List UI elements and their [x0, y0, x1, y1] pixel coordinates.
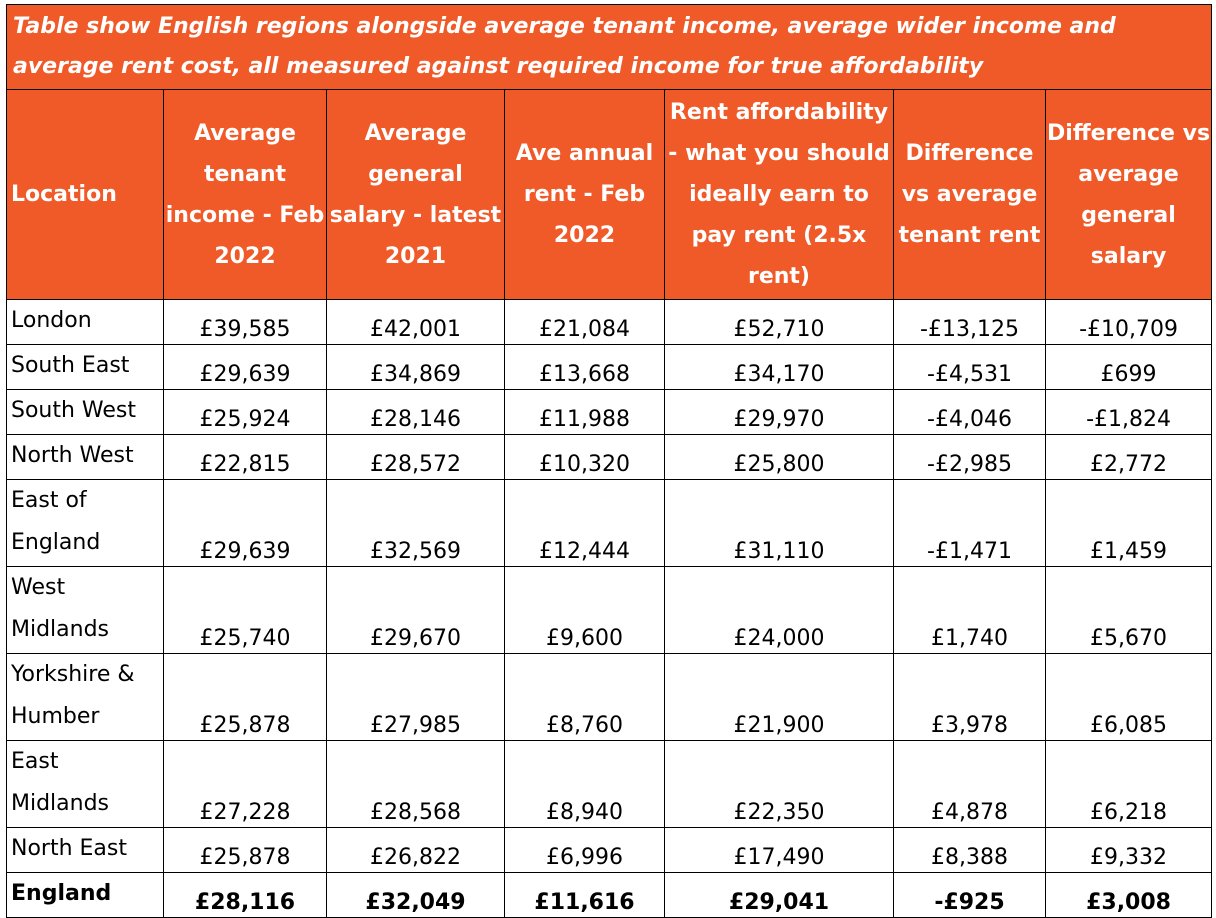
diff-salary-cell: £1,459 — [1046, 480, 1212, 567]
table-caption: Table show English regions alongside average tenant income, average wider income and average rent cost, all measured against required income for true affordability — [7, 5, 1212, 90]
tenant-income-cell: £28,116 — [164, 873, 327, 918]
diff-tenant-cell: -£4,531 — [894, 345, 1046, 390]
diff-salary-cell: -£10,709 — [1046, 300, 1212, 345]
table-row — [7, 435, 1212, 480]
diff-tenant-cell: £1,740 — [894, 567, 1046, 654]
location-cell: East Midlands — [7, 741, 164, 828]
table-row — [7, 345, 1212, 390]
annual-rent-cell: £21,084 — [505, 300, 665, 345]
affordability-cell: £29,041 — [665, 873, 894, 918]
annual-rent-cell: £12,444 — [505, 480, 665, 567]
diff-salary-cell: £9,332 — [1046, 828, 1212, 873]
table-row — [7, 828, 1212, 873]
diff-tenant-cell: -£13,125 — [894, 300, 1046, 345]
tenant-income-cell: £25,740 — [164, 567, 327, 654]
diff-salary-cell: £2,772 — [1046, 435, 1212, 480]
annual-rent-cell: £8,940 — [505, 741, 665, 828]
annual-rent-cell: £11,616 — [505, 873, 665, 918]
annual-rent-cell: £9,600 — [505, 567, 665, 654]
general-salary-cell: £26,822 — [327, 828, 505, 873]
header-difference-vs-tenant: Difference vs average tenant rent — [894, 90, 1046, 300]
general-salary-cell: £28,572 — [327, 435, 505, 480]
total-row — [7, 873, 1212, 918]
location-cell: East of England — [7, 480, 164, 567]
table-row — [7, 567, 1212, 654]
location-cell: England — [7, 873, 164, 918]
table-row — [7, 300, 1212, 345]
header-average-tenant-income: Average tenant income - Feb 2022 — [164, 90, 327, 300]
header-difference-vs-salary: Difference vs average general salary — [1046, 90, 1212, 300]
location-cell: North East — [7, 828, 164, 873]
general-salary-cell: £28,568 — [327, 741, 505, 828]
diff-tenant-cell: -£1,471 — [894, 480, 1046, 567]
diff-tenant-cell: £8,388 — [894, 828, 1046, 873]
affordability-cell: £29,970 — [665, 390, 894, 435]
diff-salary-cell: £6,218 — [1046, 741, 1212, 828]
location-cell: Yorkshire & Humber — [7, 654, 164, 741]
affordability-cell: £25,800 — [665, 435, 894, 480]
location-cell: South West — [7, 390, 164, 435]
tenant-income-cell: £29,639 — [164, 480, 327, 567]
annual-rent-cell: £8,760 — [505, 654, 665, 741]
annual-rent-cell: £13,668 — [505, 345, 665, 390]
location-cell: North West — [7, 435, 164, 480]
tenant-income-cell: £27,228 — [164, 741, 327, 828]
table-row — [7, 390, 1212, 435]
location-cell: South East — [7, 345, 164, 390]
diff-tenant-cell: -£2,985 — [894, 435, 1046, 480]
diff-salary-cell: £3,008 — [1046, 873, 1212, 918]
affordability-cell: £24,000 — [665, 567, 894, 654]
header-rent-affordability: Rent affordability - what you should ideally earn to pay rent (2.5x rent) — [665, 90, 894, 300]
annual-rent-cell: £6,996 — [505, 828, 665, 873]
annual-rent-cell: £11,988 — [505, 390, 665, 435]
annual-rent-cell: £10,320 — [505, 435, 665, 480]
diff-salary-cell: £6,085 — [1046, 654, 1212, 741]
affordability-cell: £17,490 — [665, 828, 894, 873]
table-row — [7, 654, 1212, 741]
tenant-income-cell: £25,878 — [164, 654, 327, 741]
general-salary-cell: £32,569 — [327, 480, 505, 567]
diff-salary-cell: -£1,824 — [1046, 390, 1212, 435]
tenant-income-cell: £25,924 — [164, 390, 327, 435]
tenant-income-cell: £29,639 — [164, 345, 327, 390]
diff-tenant-cell: £3,978 — [894, 654, 1046, 741]
header-location: Location — [7, 90, 164, 300]
tenant-income-cell: £39,585 — [164, 300, 327, 345]
rent-affordability-table — [6, 4, 1212, 918]
table-row — [7, 741, 1212, 828]
affordability-cell: £52,710 — [665, 300, 894, 345]
tenant-income-cell: £25,878 — [164, 828, 327, 873]
table-row — [7, 480, 1212, 567]
diff-salary-cell: £699 — [1046, 345, 1212, 390]
diff-tenant-cell: -£925 — [894, 873, 1046, 918]
general-salary-cell: £32,049 — [327, 873, 505, 918]
general-salary-cell: £34,869 — [327, 345, 505, 390]
affordability-cell: £22,350 — [665, 741, 894, 828]
general-salary-cell: £28,146 — [327, 390, 505, 435]
diff-salary-cell: £5,670 — [1046, 567, 1212, 654]
affordability-cell: £21,900 — [665, 654, 894, 741]
tenant-income-cell: £22,815 — [164, 435, 327, 480]
general-salary-cell: £27,985 — [327, 654, 505, 741]
header-annual-rent: Ave annual rent - Feb 2022 — [505, 90, 665, 300]
diff-tenant-cell: £4,878 — [894, 741, 1046, 828]
general-salary-cell: £29,670 — [327, 567, 505, 654]
location-cell: London — [7, 300, 164, 345]
header-average-general-salary: Average general salary - latest 2021 — [327, 90, 505, 300]
affordability-cell: £31,110 — [665, 480, 894, 567]
diff-tenant-cell: -£4,046 — [894, 390, 1046, 435]
affordability-cell: £34,170 — [665, 345, 894, 390]
location-cell: West Midlands — [7, 567, 164, 654]
general-salary-cell: £42,001 — [327, 300, 505, 345]
